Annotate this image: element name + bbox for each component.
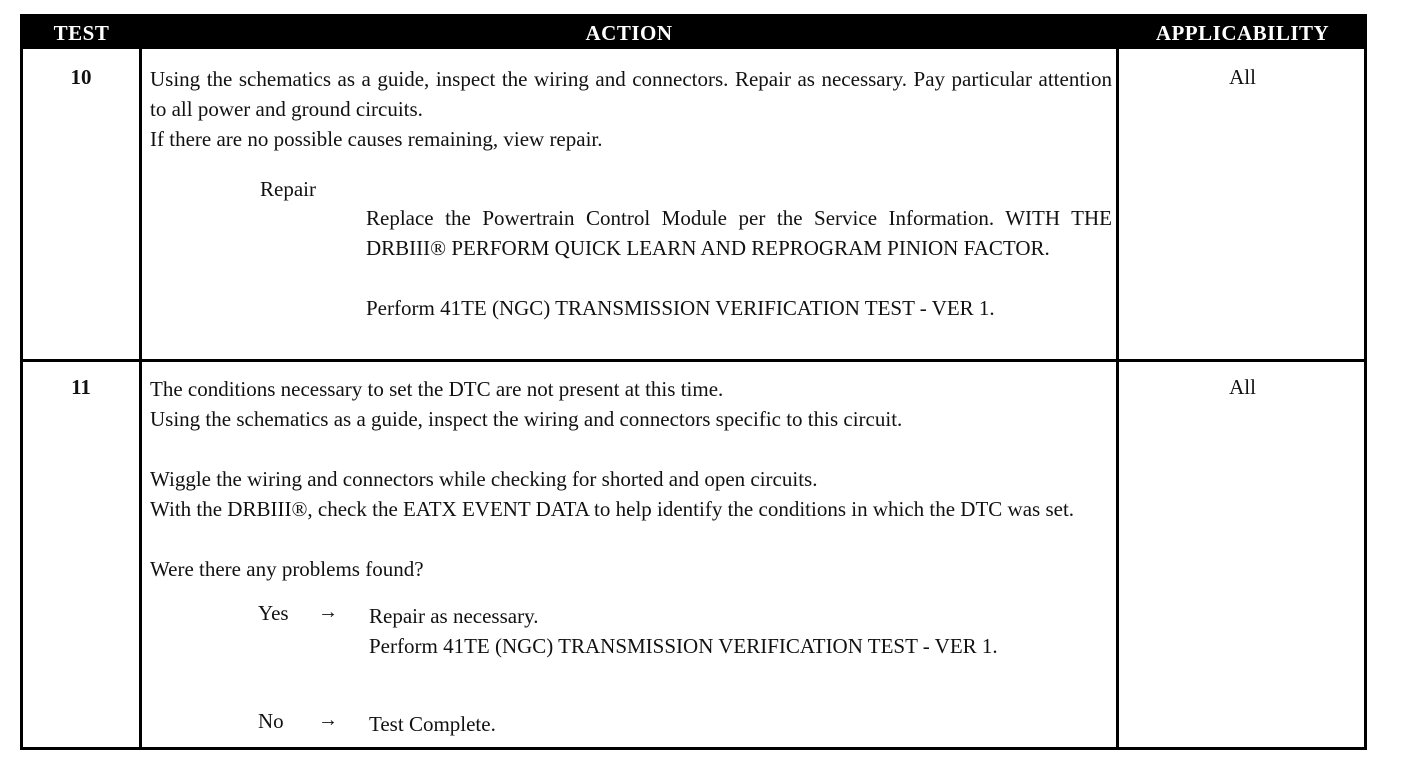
- repair-verification: Perform 41TE (NGC) TRANSMISSION VERIFICATION TEST - VER 1.: [366, 296, 995, 320]
- row-divider: [23, 359, 1364, 362]
- applicability-11: All: [1229, 375, 1256, 399]
- applicability-10: All: [1229, 65, 1256, 89]
- repair-label: Repair: [260, 177, 316, 201]
- action-11-question: Were there any problems found?: [150, 557, 424, 581]
- no-arrow-icon: →: [318, 709, 338, 731]
- action-11-line-3: Wiggle the wiring and connectors while checking for shorted and open circuits.: [150, 467, 818, 491]
- no-action: Test Complete.: [369, 712, 496, 736]
- header-action: ACTION: [585, 21, 673, 45]
- yes-action: Repair as necessary.: [369, 604, 539, 628]
- header-applicability: APPLICABILITY: [1155, 21, 1330, 45]
- test-number-11: 11: [71, 375, 91, 399]
- table-header: [23, 17, 1364, 49]
- action-11-line-4: With the DRBIII®, check the EATX EVENT DATA to help identify the conditions in which the DTC was set.: [150, 497, 1075, 521]
- action-10-note: If there are no possible causes remaining, view repair.: [150, 127, 603, 151]
- yes-label: Yes: [258, 601, 289, 625]
- action-10-instructions: Using the schematics as a guide, inspect the wiring and connectors. Repair as necessary. Pay particular attention to all power and ground circuits.: [150, 67, 1112, 121]
- diagnostic-table: [20, 14, 1367, 750]
- yes-verification: Perform 41TE (NGC) TRANSMISSION VERIFICATION TEST - VER 1.: [369, 634, 998, 658]
- header-test: TEST: [53, 21, 110, 45]
- test-number-10: 10: [70, 65, 92, 89]
- column-divider-test: [139, 49, 142, 747]
- yes-arrow-icon: →: [318, 601, 338, 623]
- action-11-line-2: Using the schematics as a guide, inspect the wiring and connectors specific to this circuit.: [150, 407, 903, 431]
- action-11-line-1: The conditions necessary to set the DTC are not present at this time.: [150, 377, 724, 401]
- repair-instructions: Replace the Powertrain Control Module per the Service Information. WITH THE DRBIII® PERFORM QUICK LEARN AND REPROGRAM PINION FACTOR.: [366, 206, 1112, 260]
- no-label: No: [258, 709, 284, 733]
